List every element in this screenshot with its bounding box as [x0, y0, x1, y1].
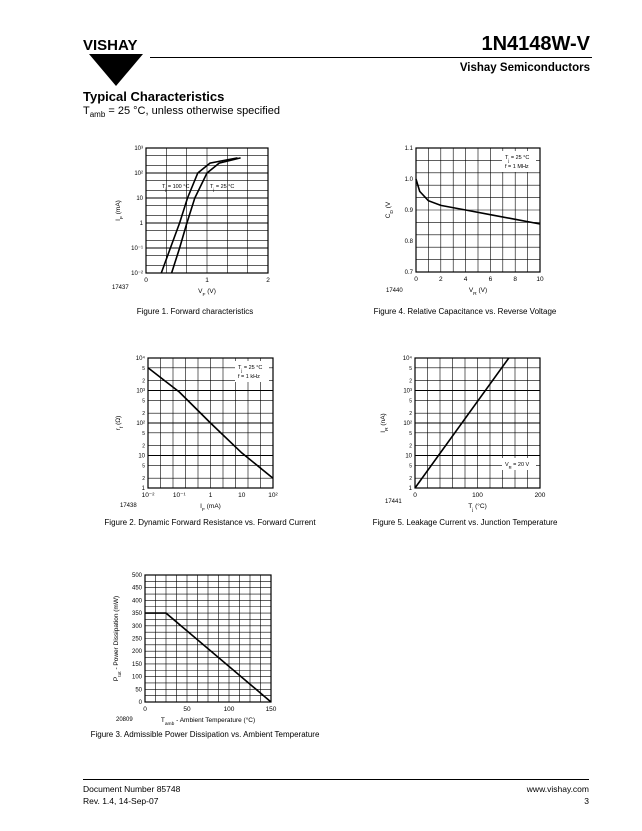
figure-code: 17437 [112, 285, 129, 291]
y-minor-tick-label: 2 [409, 476, 412, 483]
y-tick-label: 0.7 [404, 270, 413, 276]
figure-code: 17438 [120, 503, 137, 509]
y-axis-label: $P_{tot}$ - Power Dissipation (mW) [113, 595, 123, 682]
plot-area [113, 573, 277, 725]
x-tick-label: 4 [463, 276, 468, 283]
header-rule [150, 57, 592, 58]
y-minor-tick-label: 2 [142, 411, 145, 418]
figure-2-caption: Figure 2. Dynamic Forward Resistance vs. Forward Current [104, 518, 316, 527]
y-tick-label: 10 [138, 453, 145, 460]
vishay-logo [83, 36, 147, 88]
brand-name: VISHAY [83, 37, 138, 54]
y-tick-label: 0.8 [404, 239, 413, 245]
revision: Rev. 1.4, 14-Sep-07 [83, 796, 159, 806]
x-tick-label: 1 [208, 492, 213, 499]
y-minor-tick-label: 2 [142, 476, 145, 483]
footer-rule [83, 779, 589, 780]
y-axis-label: $I_F$ (mA) [115, 200, 125, 221]
y-tick-label: 400 [131, 598, 142, 605]
y-tick-label: 100 [131, 674, 142, 681]
y-tick-label: 200 [131, 649, 142, 656]
y-tick-label: 10² [134, 171, 143, 177]
y-tick-label: 10⁻¹ [131, 246, 143, 252]
figure-1-caption: Figure 1. Forward characteristics [136, 307, 254, 316]
x-axis-label: $V_F$ (V) [198, 288, 216, 298]
website-link[interactable]: www.vishay.com [526, 784, 589, 794]
figure-1-chart [110, 140, 280, 302]
section-title: Typical Characteristics [83, 89, 225, 104]
annotation-text: f = 1 MHz [505, 164, 529, 170]
y-tick-label: 10² [403, 421, 412, 427]
y-axis-label: $I_R$ (nA) [380, 413, 390, 433]
y-minor-tick-label: 2 [142, 443, 145, 450]
y-tick-label: 0 [138, 700, 142, 706]
x-tick-label: 10 [238, 492, 246, 499]
y-minor-tick-label: 2 [409, 411, 412, 418]
part-number: 1N4148W-V [481, 33, 590, 55]
y-tick-label: 1 [139, 221, 143, 227]
x-tick-label: 0 [143, 706, 147, 713]
y-tick-label: 150 [131, 661, 142, 668]
section-conditions: $T_{amb} = 25$ °C, unless otherwise specified [83, 105, 280, 120]
x-tick-label: 10⁻¹ [172, 492, 186, 499]
y-minor-tick-label: 5 [142, 463, 145, 470]
y-tick-label: 10⁻² [131, 271, 143, 277]
figure-code: 20809 [116, 717, 133, 723]
x-tick-label: 0 [144, 277, 148, 284]
y-tick-label: 1.0 [404, 177, 413, 183]
x-axis-label: $V_R$ (V) [468, 287, 488, 297]
x-tick-label: 10² [268, 492, 278, 499]
y-tick-label: 1 [408, 486, 412, 492]
annotation-text: $V_R = 20$ V [505, 462, 530, 470]
doc-number: Document Number 85748 [83, 784, 181, 794]
x-tick-label: 6 [488, 276, 493, 283]
y-tick-label: 10⁴ [402, 356, 412, 362]
y-minor-tick-label: 5 [142, 365, 145, 372]
x-axis-label: $T_{amb}$ - Ambient Temperature (°C) [160, 717, 256, 725]
annotation-text: $T_j = 25$ °C [505, 155, 530, 163]
y-tick-label: 350 [131, 611, 142, 618]
y-tick-label: 1 [141, 486, 145, 492]
x-tick-label: 50 [183, 706, 191, 713]
x-tick-label: 100 [223, 706, 235, 713]
figure-5-caption: Figure 5. Leakage Current vs. Junction Temperature [372, 518, 558, 527]
y-tick-label: 50 [135, 687, 142, 694]
page-number: 3 [584, 796, 589, 806]
x-tick-label: 0 [414, 276, 418, 283]
figure-3-chart [110, 570, 285, 725]
figure-4-chart [370, 140, 555, 302]
y-tick-label: 10³ [134, 146, 143, 152]
figure-2-chart [110, 350, 285, 513]
y-minor-tick-label: 5 [409, 398, 412, 405]
y-tick-label: 10 [405, 453, 412, 460]
y-tick-label: 0.9 [404, 208, 413, 214]
plot-area [380, 355, 546, 513]
y-minor-tick-label: 5 [409, 430, 412, 437]
y-tick-label: 500 [131, 573, 142, 579]
figure-code: 17440 [386, 288, 403, 294]
y-axis-label: $r_f$ (Ω) [115, 415, 125, 431]
y-minor-tick-label: 2 [409, 443, 412, 450]
x-tick-label: 1 [205, 277, 209, 284]
annotation-text: $T_j = 25$ °C [238, 365, 263, 373]
y-axis-label: $C_D$ (V [385, 201, 395, 219]
x-tick-label: 200 [534, 492, 546, 499]
y-minor-tick-label: 5 [409, 365, 412, 372]
series-label: $T_j = 100$ °C [162, 184, 190, 192]
x-tick-label: 8 [513, 276, 518, 283]
y-minor-tick-label: 5 [142, 430, 145, 437]
x-tick-label: 10⁻² [141, 492, 155, 499]
y-tick-label: 10 [136, 196, 143, 202]
y-minor-tick-label: 5 [142, 398, 145, 405]
figure-3-caption: Figure 3. Admissible Power Dissipation vs. Ambient Temperature [90, 730, 320, 739]
y-tick-label: 10⁴ [135, 356, 145, 362]
figure-code: 17441 [385, 499, 402, 505]
y-tick-label: 450 [131, 585, 142, 592]
plot-area [385, 146, 544, 297]
x-tick-label: 10 [536, 276, 544, 283]
y-tick-label: 300 [131, 623, 142, 630]
x-tick-label: 150 [265, 706, 277, 713]
x-tick-label: 2 [438, 276, 443, 283]
annotation-text: f = 1 kHz [238, 374, 260, 380]
x-tick-label: 100 [472, 492, 483, 499]
plot-area [115, 146, 270, 298]
y-tick-label: 250 [131, 636, 142, 643]
plot-area [115, 355, 279, 513]
x-axis-label: $T_j$ (°C) [468, 503, 487, 513]
figure-5-chart [375, 350, 555, 513]
company-name: Vishay Semiconductors [459, 62, 590, 74]
y-minor-tick-label: 2 [409, 378, 412, 385]
y-tick-label: 10³ [403, 388, 412, 395]
x-tick-label: 2 [266, 277, 270, 284]
figure-4-caption: Figure 4. Relative Capacitance vs. Reverse Voltage [373, 307, 557, 316]
x-tick-label: 0 [413, 492, 417, 499]
y-minor-tick-label: 2 [142, 378, 145, 385]
y-minor-tick-label: 5 [409, 463, 412, 470]
y-tick-label: 10² [136, 421, 145, 427]
x-axis-label: $I_F$ (mA) [200, 503, 221, 513]
series-label: $T_j = 25$ °C [210, 184, 235, 192]
y-tick-label: 10³ [136, 388, 145, 395]
y-tick-label: 1.1 [404, 146, 413, 152]
